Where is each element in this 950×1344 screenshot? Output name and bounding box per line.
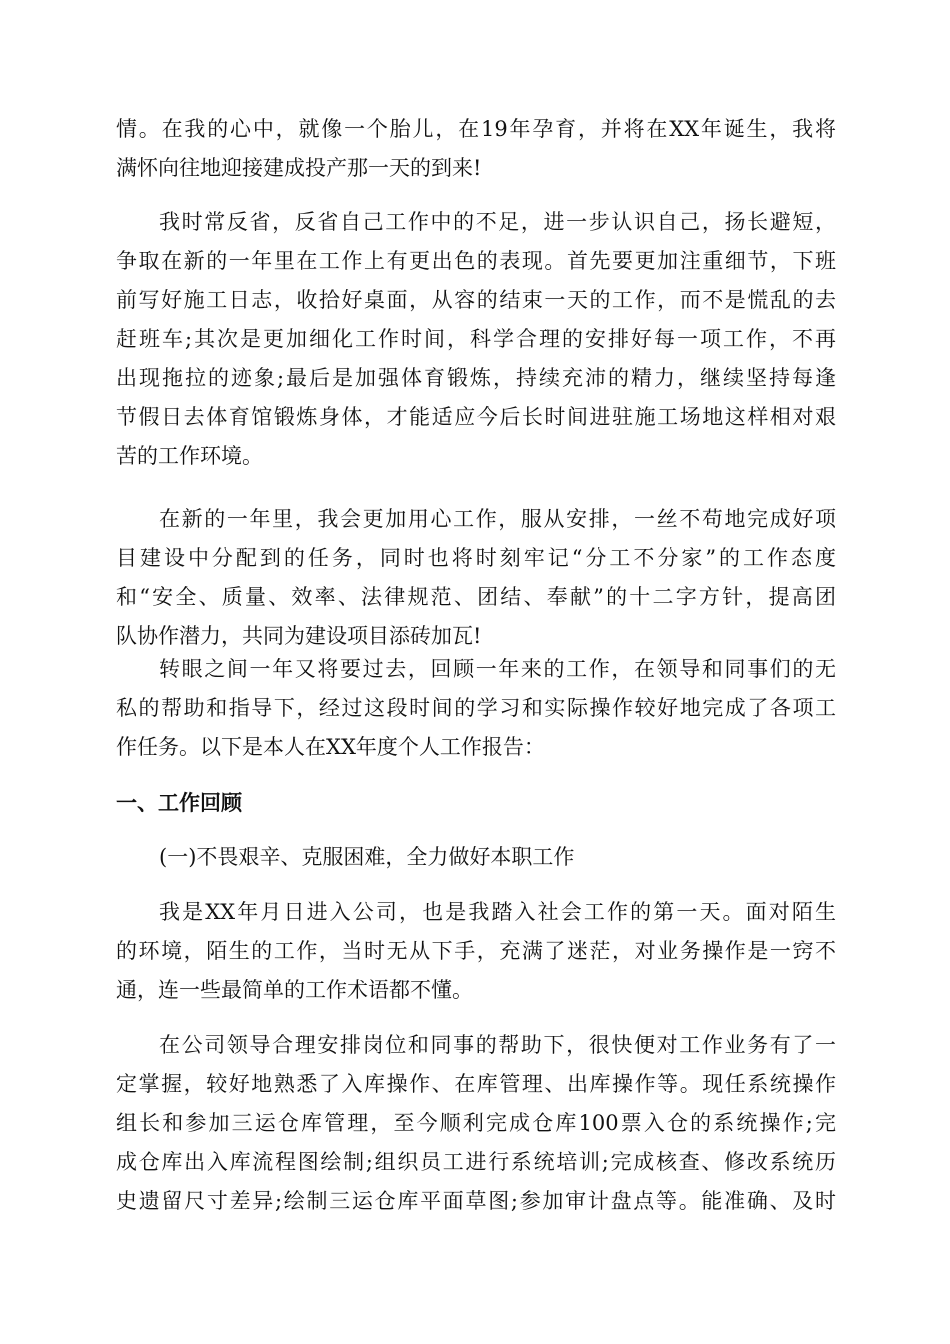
text-line: 私的帮助和指导下，经过这段时间的学习和实际操作较好地完成了各项工 [116, 696, 836, 720]
paragraph [116, 203, 836, 476]
paragraph [116, 500, 836, 656]
text-line: 成仓库出入库流程图绘制;组织员工进行系统培训;完成核查、修改系统历 [116, 1150, 836, 1174]
subsection-heading: (一)不畏艰辛、克服困难，全力做好本职工作 [159, 845, 575, 869]
paragraph [116, 893, 836, 1010]
paragraph [116, 650, 836, 767]
text-line: 队协作潜力，共同为建设项目添砖加瓦! [116, 624, 482, 648]
text-line: 赶班车;其次是更加细化工作时间，科学合理的安排好每一项工作，不再 [116, 327, 836, 351]
text-line: 前写好施工日志，收拾好桌面，从容的结束一天的工作，而不是慌乱的去 [116, 288, 836, 312]
text-line: 和“安全、质量、效率、法律规范、团结、奉献”的十二字方针，提高团 [116, 585, 836, 609]
text-line: 通，连一些最简单的工作术语都不懂。 [116, 978, 473, 1002]
text-line: 转眼之间一年又将要过去，回顾一年来的工作，在领导和同事们的无 [159, 657, 836, 681]
text-line: 定掌握，较好地熟悉了入库操作、在库管理、出库操作等。现任系统操作 [116, 1072, 836, 1096]
text-line: 的环境，陌生的工作，当时无从下手，充满了迷茫，对业务操作是一窍不 [116, 939, 836, 963]
text-line: 苦的工作环境。 [116, 444, 263, 468]
section-heading: 一、工作回顾 [116, 791, 242, 815]
text-line: 在公司领导合理安排岗位和同事的帮助下，很快便对工作业务有了一 [159, 1033, 836, 1057]
text-line: 节假日去体育馆锻炼身体，才能适应今后长时间进驻施工场地这样相对艰 [116, 405, 836, 429]
text-line: 情。在我的心中，就像一个胎儿，在19年孕育，并将在XX年诞生，我将 [116, 117, 836, 141]
text-line: 目建设中分配到的任务，同时也将时刻牢记“分工不分家”的工作态度 [116, 546, 836, 570]
text-line: 满怀向往地迎接建成投产那一天的到来! [116, 156, 482, 180]
text-line: 组长和参加三运仓库管理，至今顺利完成仓库100票入仓的系统操作;完 [116, 1111, 836, 1135]
text-line: 作任务。以下是本人在XX年度个人工作报告： [116, 735, 545, 759]
paragraph [116, 110, 836, 188]
text-line: 出现拖拉的迹象;最后是加强体育锻炼，持续充沛的精力，继续坚持每逢 [116, 366, 836, 390]
text-line: 争取在新的一年里在工作上有更出色的表现。首先要更加注重细节，下班 [116, 249, 836, 273]
text-line: 我是XX年月日进入公司，也是我踏入社会工作的第一天。面对陌生 [159, 900, 836, 924]
paragraph [116, 1026, 836, 1221]
text-line: 史遗留尺寸差异;绘制三运仓库平面草图;参加审计盘点等。能准确、及时 [116, 1189, 836, 1213]
text-line: 在新的一年里，我会更加用心工作，服从安排，一丝不苟地完成好项 [159, 507, 836, 531]
text-line: 我时常反省，反省自己工作中的不足，进一步认识自己，扬长避短， [159, 210, 836, 234]
